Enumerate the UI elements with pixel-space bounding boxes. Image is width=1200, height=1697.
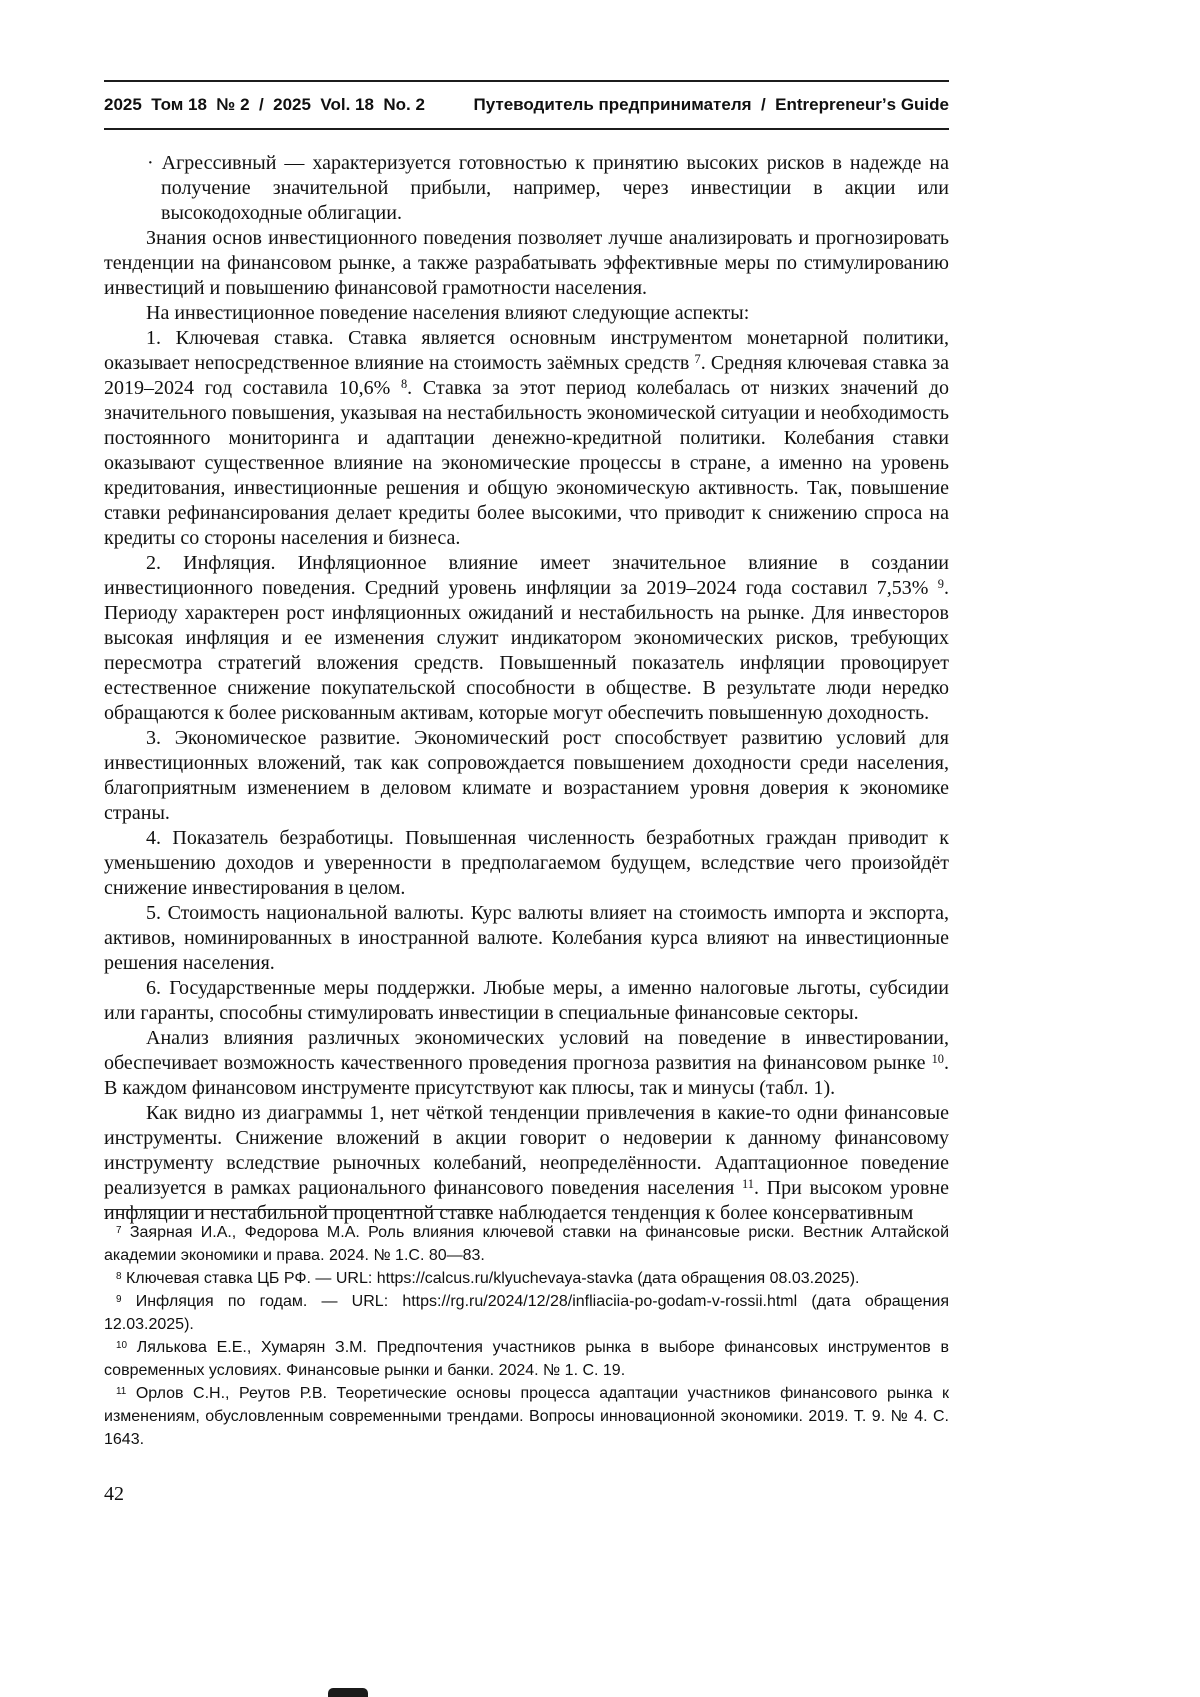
header-volume-info: 2025 Том 18 № 2 / 2025 Vol. 18 No. 2 xyxy=(104,95,425,114)
footnote-reference: 7 xyxy=(694,352,701,367)
paragraph: Анализ влияния различных экономических условий на поведение в инвестировании, обеспечивает возможность качественного проведения прогноза развития на финансовом рынке $^{10}$. В каждом финансовом инструменте присутствуют как плюсы, так и минусы (табл. 1). xyxy=(104,1027,949,1099)
footnote-reference: 9 xyxy=(937,577,944,592)
paragraph: 2. Инфляция. Инфляционное влияние имеет значительное влияние в создании инвестиционного поведения. Средний уровень инфляции за 2019–2024 года составил 7,53% $^9$. Периоду характерен рост инфляционных ожиданий и нестабильность на рынке. Для инвесторов высокая инфляция и ее изменения служит индикатором экономических рисков, требующих пересмотра стратегий вложения средств. Повышенный показатель инфляции провоцирует естественное снижение покупательской способности в обществе. В результате люди нередко обращаются к более рискованным активам, которые могут обеспечить повышенную доходность. xyxy=(104,552,949,724)
journal-header xyxy=(104,80,949,130)
paragraph: На инвестиционное поведение населения влияют следующие аспекты: xyxy=(146,302,750,324)
paragraph: 1. Ключевая ставка. Ставка является основным инструментом монетарной политики, оказывает непосредственное влияние на стоимость заёмных средств $^7$. Средняя ключевая ставка за 2019–2024 год составила 10,6% $^8$. Ставка за этот период колебалась от низких значений до значительного повышения, указывая на нестабильность экономической ситуации и необходимость постоянного мониторинга и адаптации денежно-кредитной политики. Колебания ставки оказывают существенное влияние на экономические процессы в стране, а именно на уровень кредитования, инвестиционные решения и общую экономическую активность. Так, повышение ставки рефинансирования делает кредиты более высокими, что приводит к снижению спроса на кредиты со стороны населения и бизнеса. xyxy=(104,327,949,549)
footnote: $^9$ Инфляция по годам. — URL: https://rg.ru/2024/12/28/infliaciia-po-godam-v-rossii.html (дата обращения 12.03.2025). xyxy=(104,1293,949,1333)
list-item: · Агрессивный — характеризуется готовностью к принятию высоких рисков в надежде на получение значительной прибыли, например, через инвестиции в акции или высокодоходные облигации. xyxy=(147,152,949,224)
footnote-reference: 8 xyxy=(400,377,408,392)
page-number: 42 xyxy=(104,1483,124,1505)
paragraph: 5. Стоимость национальной валюты. Курс валюты влияет на стоимость импорта и экспорта, активов, номинированных в иностранной валюте. Колебания курса влияют на инвестиционные решения населения. xyxy=(104,902,949,974)
footnotes xyxy=(104,1221,949,1451)
paragraph: Знания основ инвестиционного поведения позволяет лучше анализировать и прогнозировать тенденции на финансовом рынке, а также разрабатывать эффективные меры по стимулированию инвестиций и повышению финансовой грамотности населения. xyxy=(104,227,949,299)
paragraph: 4. Показатель безработицы. Повышенная численность безработных граждан приводит к уменьшению доходов и уверенности в предполагаемом будущем, вследствие чего произойдёт снижение инвестирования в целом. xyxy=(104,827,949,899)
footnote-number: 7 xyxy=(116,1224,122,1236)
paragraph: 3. Экономическое развитие. Экономический рост способствует развитию условий для инвестиционных вложений, так как сопровождается повышением доходности среди населения, благоприятным изменением в деловом климате и возрастанием уровня доверия к экономике страны. xyxy=(104,727,949,824)
scan-artifact xyxy=(328,1688,368,1697)
footnote: $^{10}$ Лялькова Е.Е., Хумарян З.М. Предпочтения участников рынка в выборе финансовых инструментов в современных условиях. Финансовые рынки и банки. 2024. № 1. С. 19. xyxy=(104,1339,949,1379)
footnote-reference: 11 xyxy=(742,1177,754,1192)
footnote-number: 10 xyxy=(116,1339,128,1351)
footnote: $^{11}$ Орлов С.Н., Реутов Р.В. Теоретические основы процесса адаптации участников финансового рынка к изменениям, обусловленным современными трендами. Вопросы инновационной экономики. 2019. Т. 9. № 4. С. 1643. xyxy=(104,1385,949,1448)
footnote-number: 8 xyxy=(116,1270,122,1282)
paragraph: Как видно из диаграммы 1, нет чёткой тенденции привлечения в какие-то одни финансовые инструменты. Снижение вложений в акции говорит о недоверии к данному финансовому инструменту вследствие рыночных колебаний, неопределённости. Адаптационное поведение реализуется в рамках рационального финансового поведения населения $^{11}$. При высоком уровне инфляции и нестабильной процентной ставке наблюдается тенденция к более консервативным xyxy=(104,1102,949,1224)
paragraph: 6. Государственные меры поддержки. Любые меры, а именно налоговые льготы, субсидии или гаранты, способны стимулировать инвестиции в специальные финансовые секторы. xyxy=(104,977,949,1024)
footnote-reference: 10 xyxy=(931,1052,944,1067)
header-journal-title: Путеводитель предпринимателя / Entrepreneurʼs Guide xyxy=(473,95,949,114)
article-body xyxy=(104,151,949,1224)
footnote-number: 11 xyxy=(116,1385,127,1397)
footnote-number: 9 xyxy=(116,1293,122,1305)
footnote: $^7$ Заярная И.А., Федорова М.А. Роль влияния ключевой ставки на финансовые риски. Вестник Алтайской академии экономики и права. 2024. № 1.С. 80—83. xyxy=(104,1224,949,1264)
footnote: $^8$ Ключевая ставка ЦБ РФ. — URL: https://calcus.ru/klyuchevaya-stavka (дата обращения 08.03.2025). xyxy=(116,1270,860,1287)
footnote-separator xyxy=(104,1209,490,1210)
